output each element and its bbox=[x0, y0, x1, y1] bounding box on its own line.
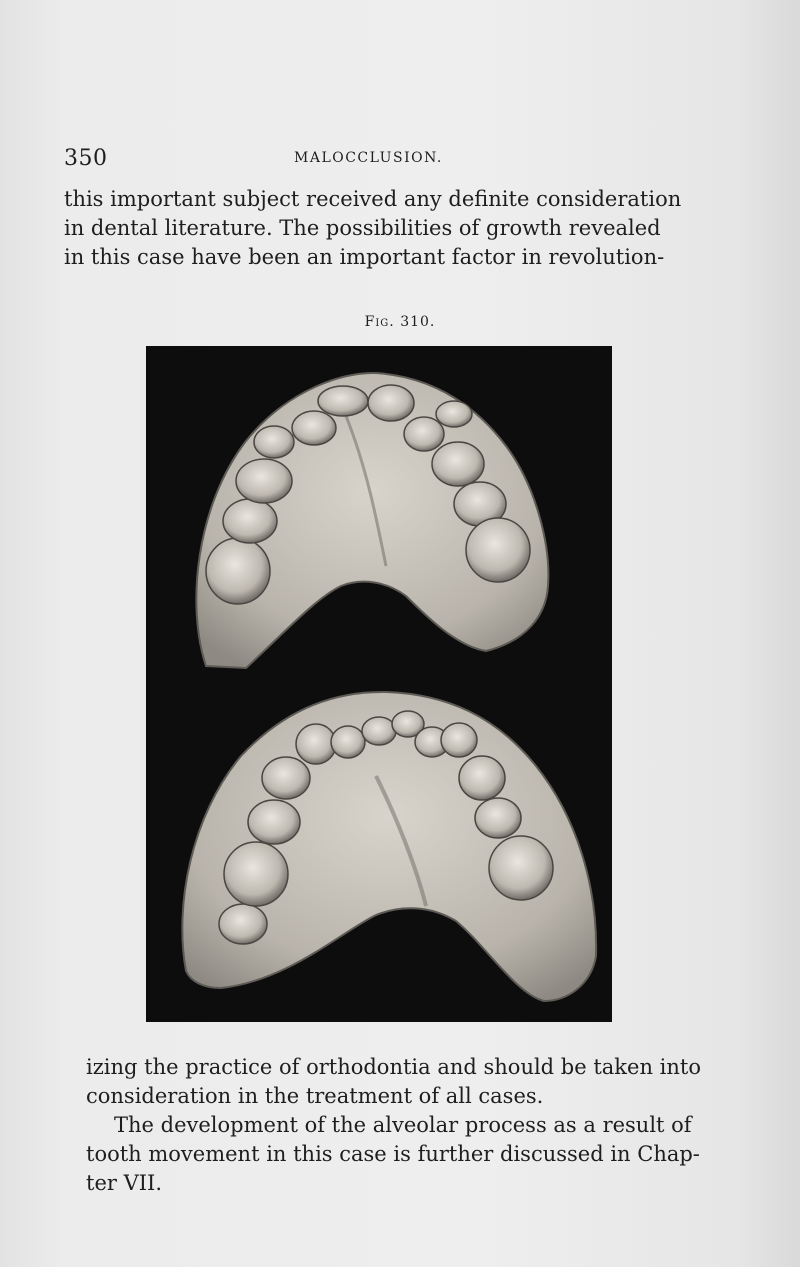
text-line: consideration in the treatment of all cases. bbox=[86, 1084, 544, 1108]
figure-caption-prefix: Fig. bbox=[364, 314, 395, 330]
running-title: MALOCCLUSION. bbox=[294, 150, 443, 166]
lower-dental-cast bbox=[182, 692, 596, 1001]
text-line: tooth movement in this case is further discussed in Chap- bbox=[86, 1142, 700, 1166]
text-line: in this case have been an important factor in revolution- bbox=[64, 245, 665, 269]
dental-cast-photograph bbox=[146, 346, 612, 1022]
text-line: ter VII. bbox=[86, 1171, 163, 1195]
page-header bbox=[64, 146, 704, 176]
text-line: The development of the alveolar process as a result of bbox=[114, 1113, 692, 1137]
dental-casts-illustration bbox=[146, 346, 612, 1022]
figure-caption-number: 310. bbox=[400, 314, 436, 330]
text-line: this important subject received any definite consideration bbox=[64, 187, 682, 211]
page-number: 350 bbox=[64, 146, 108, 171]
paragraph-bottom bbox=[86, 1053, 704, 1198]
upper-dental-cast bbox=[196, 373, 548, 668]
text-line: in dental literature. The possibilities of growth revealed bbox=[64, 216, 661, 240]
figure-caption bbox=[0, 314, 800, 330]
paragraph-top bbox=[64, 185, 694, 272]
text-line: izing the practice of orthodontia and should be taken into bbox=[86, 1055, 701, 1079]
